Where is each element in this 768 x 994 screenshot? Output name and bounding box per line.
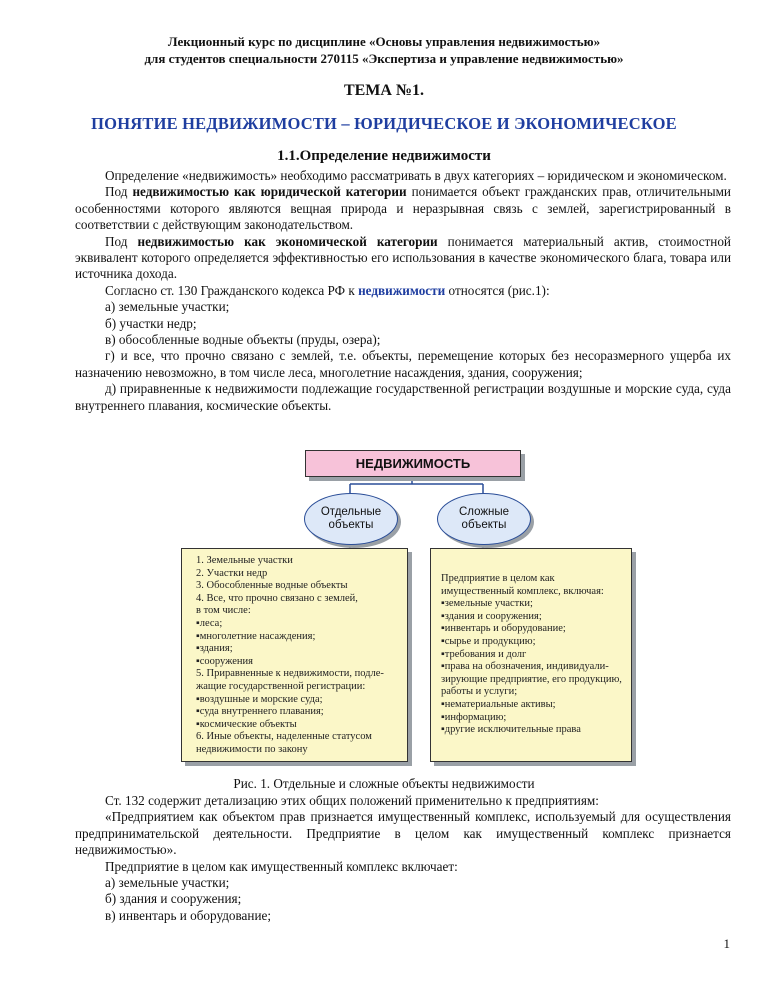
diagram-list-line: недвижимости по закону — [196, 743, 308, 755]
diagram-list-line: ▪воздушные и морские суда; — [196, 693, 323, 705]
diagram-list-line: в том числе: — [196, 605, 251, 617]
diagram-list-line: Предприятие в целом как — [441, 573, 555, 584]
list2-item-a: а) земельные участки; — [105, 875, 230, 891]
header-line-2: для студентов специальности 270115 «Экспертиза и управление недвижимостью» — [144, 51, 624, 66]
list-item-e: д) приравненные к недвижимости подлежащие государственной регистрации воздушные и морские суда, суда внутреннего плавания, космические объекты. — [75, 381, 731, 413]
diagram-title-box: НЕДВИЖИМОСТЬ — [305, 450, 521, 477]
diagram-list-line: ▪космические объекты — [196, 718, 297, 730]
diagram-list-line: работы и услуги; — [441, 686, 518, 698]
diagram-list-line: ▪требования и долг — [441, 648, 527, 660]
paragraph-definition: Определение «недвижимость» необходимо рассматривать в двух категориях – юридическом и экономическом. — [105, 168, 727, 183]
list2-item-c: в) инвентарь и оборудование; — [105, 907, 272, 923]
diagram-list-line: ▪сырье и продукцию; — [441, 635, 536, 647]
diagram-list-complex — [430, 548, 632, 762]
paragraph-enterprise: Предприятие в целом как имущественный комплекс включает: — [105, 858, 458, 874]
diagram-list-line: 1. Земельные участки — [196, 555, 293, 566]
diagram-list-line: ▪другие исключительные права — [441, 724, 581, 736]
paragraph-quote: «Предприятием как объектом прав признается имущественный комплекс, используемый для осуществления предпринимательской деятельности. Предприятие в целом как имущественный комплекс признается недвижимостью». — [75, 809, 731, 858]
diagram-list-line: ▪здания и сооружения; — [441, 610, 542, 622]
diagram-list-line: 6. Иные объекты, наделенные статусом — [196, 731, 372, 743]
paragraph-economic: Под недвижимостью как экономической категории понимается материальный актив, стоимостной эквивалент которого определяется эффективностью его использования в качестве экономического блага, товара или источника дохода. — [75, 233, 731, 282]
topic-heading: ПОНЯТИЕ НЕДВИЖИМОСТИ – ЮРИДИЧЕСКОЕ И ЭКОНОМИЧЕСКОЕ — [91, 114, 677, 133]
list-item-c: в) обособленные водные объекты (пруды, озера); — [105, 332, 381, 348]
list-item-a: а) земельные участки; — [105, 299, 230, 315]
diagram-list-line: ▪информацию; — [441, 711, 507, 723]
header-line-1: Лекционный курс по дисциплине «Основы управления недвижимостью» — [167, 34, 601, 49]
diagram-list-line: 3. Обособленные водные объекты — [196, 580, 348, 592]
diagram-list-separate — [181, 548, 408, 762]
page-number: 1 — [723, 936, 730, 951]
diagram-list-line: ▪права на обозначения, индивидуали- — [441, 661, 609, 673]
paragraph-legal: Под недвижимостью как юридической категории понимается объект гражданских прав, отличительными особенностями которого являются вещная природа и неразрывная связь с землей, зарегистрированный в соответствии с действующим законодательством. — [75, 184, 731, 233]
diagram-list-line: ▪здания; — [196, 643, 233, 655]
section-subtitle: 1.1.Определение недвижимости — [277, 148, 491, 164]
diagram-list-line: ▪леса; — [196, 617, 223, 629]
figure-caption: Рис. 1. Отдельные и сложные объекты недвижимости — [233, 776, 535, 791]
diagram-list-line: ▪инвентарь и оборудование; — [441, 623, 566, 635]
paragraph-article-132: Ст. 132 содержит детализацию этих общих положений применительно к предприятиям: — [105, 793, 599, 808]
diagram-oval-separate: Отдельные объекты — [304, 493, 398, 545]
diagram-list-line: ▪суда внутреннего плавания; — [196, 706, 324, 718]
diagram-list-line: жащие государственной регистрации: — [196, 680, 366, 692]
diagram-list-line: имущественный комплекс, включая: — [441, 585, 604, 597]
body-text-bottom — [75, 793, 731, 924]
link-nedvizhimost[interactable]: недвижимости — [358, 282, 446, 298]
diagram-oval-complex: Сложные объекты — [437, 493, 531, 545]
diagram-list-line: ▪многолетние насаждения; — [196, 630, 316, 642]
diagram-list-line: 2. Участки недр — [196, 567, 268, 579]
list2-item-b: б) здания и сооружения; — [105, 891, 242, 907]
list-item-b: б) участки недр; — [105, 315, 197, 331]
diagram-list-line: 5. Приравненные к недвижимости, подле- — [196, 668, 384, 680]
diagram-list-line: ▪сооружения — [196, 655, 253, 667]
diagram-list-line: ▪земельные участки; — [441, 598, 533, 610]
diagram-list-line: зирующие предприятие, его продукцию, — [441, 673, 622, 685]
body-text-top — [75, 168, 731, 414]
paragraph-article-130: Согласно ст. 130 Гражданского кодекса РФ к недвижимости относятся (рис.1): — [105, 282, 550, 298]
diagram-list-line: ▪нематериальные активы; — [441, 698, 556, 710]
theme-heading: ТЕМА №1. — [343, 82, 425, 99]
diagram-list-line: 4. Все, что прочно связано с землей, — [196, 592, 358, 604]
list-item-d: г) и все, что прочно связано с землей, т.е. объекты, перемещение которых без несоразмерного ущерба их назначению невозможно, в том числе леса, многолетние насаждения, здания, сооружения; — [75, 348, 731, 380]
